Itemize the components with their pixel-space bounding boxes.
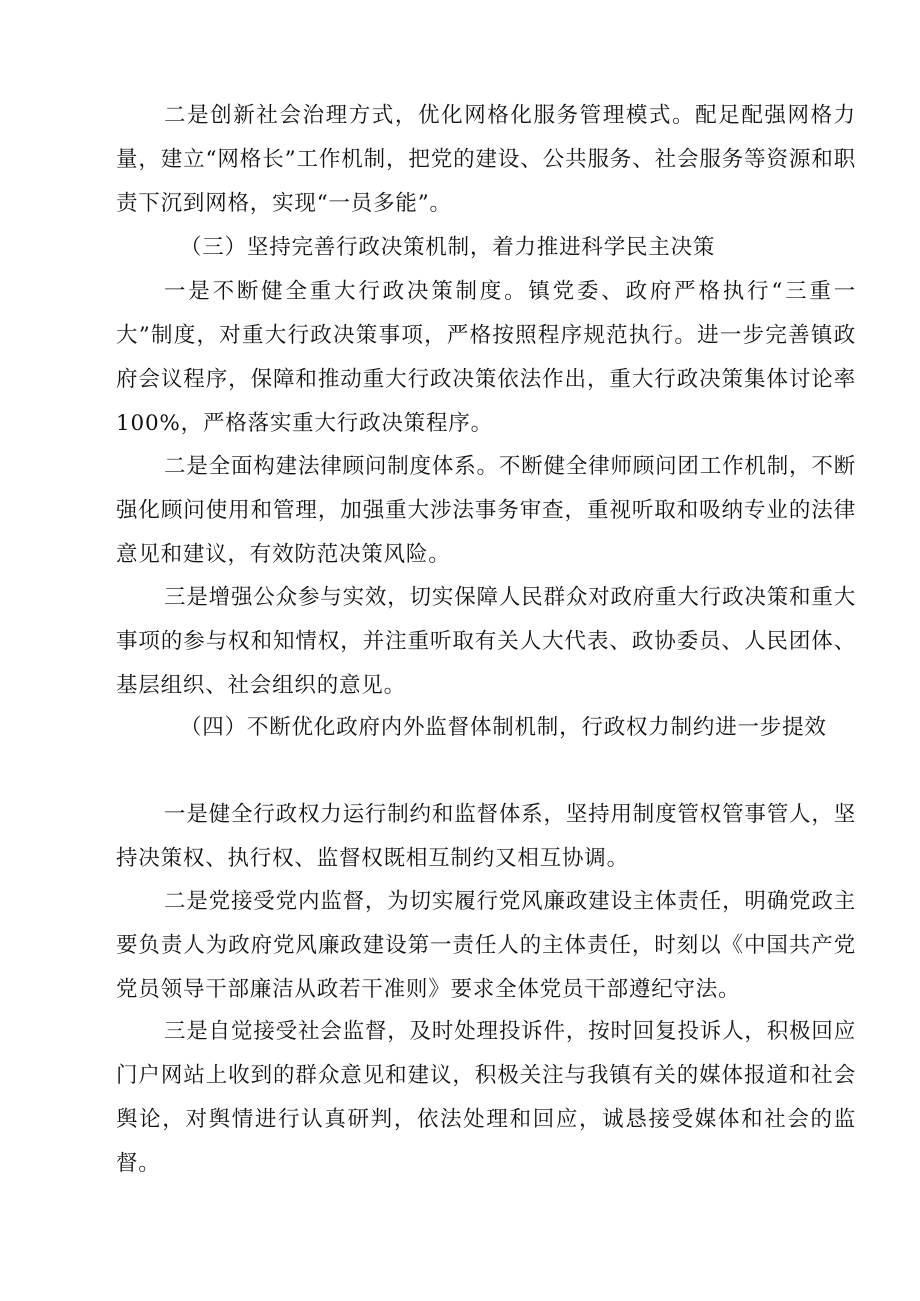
paragraph-party-supervision: 二是党接受党内监督，为切实履行党风廉政建设主体责任，明确党政主要负责人为政府党风廉政建设第一责任人的主体责任，时刻以《中国共产党党员领导干部廉洁从政若干准则》要求全体党员干部遵纪守法。	[116, 889, 856, 1002]
section-heading-4: （四）不断优化政府内外监督体制机制，行政权力制约进一步提效	[180, 715, 827, 740]
section-heading-3: （三）坚持完善行政决策机制，着力推进科学民主决策	[180, 235, 716, 260]
paragraph-decision-system: 一是不断健全重大行政决策制度。镇党委、政府严格执行“三重一大”制度，对重大行政决策事项，严格按照程序规范执行。进一步完善镇政府会议程序，保障和推动重大行政决策依法作出，重大行政决策集体讨论率100%，严格落实重大行政决策程序。	[116, 279, 856, 436]
paragraph-grid-governance: 二是创新社会治理方式，优化网格化服务管理模式。配足配强网格力量，建立“网格长”工作机制，把党的建设、公共服务、社会服务等资源和职责下沉到网格，实现“一员多能”。	[116, 103, 856, 216]
paragraph-social-supervision: 三是自觉接受社会监督，及时处理投诉件，按时回复投诉人，积极回应门户网站上收到的群众意见和建议，积极关注与我镇有关的媒体报道和社会舆论，对舆情进行认真研判，依法处理和回应，诚恳接受媒体和社会的监督。	[116, 1019, 856, 1176]
paragraph-legal-advisor: 二是全面构建法律顾问制度体系。不断健全律师顾问团工作机制，不断强化顾问使用和管理，加强重大涉法事务审查，重视听取和吸纳专业的法律意见和建议，有效防范决策风险。	[116, 454, 856, 567]
paragraph-public-participation: 三是增强公众参与实效，切实保障人民群众对政府重大行政决策和重大事项的参与权和知情权，并注重听取有关人大代表、政协委员、人民团体、基层组织、社会组织的意见。	[116, 585, 856, 698]
paragraph-power-supervision: 一是健全行政权力运行制约和监督体系，坚持用制度管权管事管人，坚持决策权、执行权、监督权既相互制约又相互协调。	[116, 802, 856, 871]
